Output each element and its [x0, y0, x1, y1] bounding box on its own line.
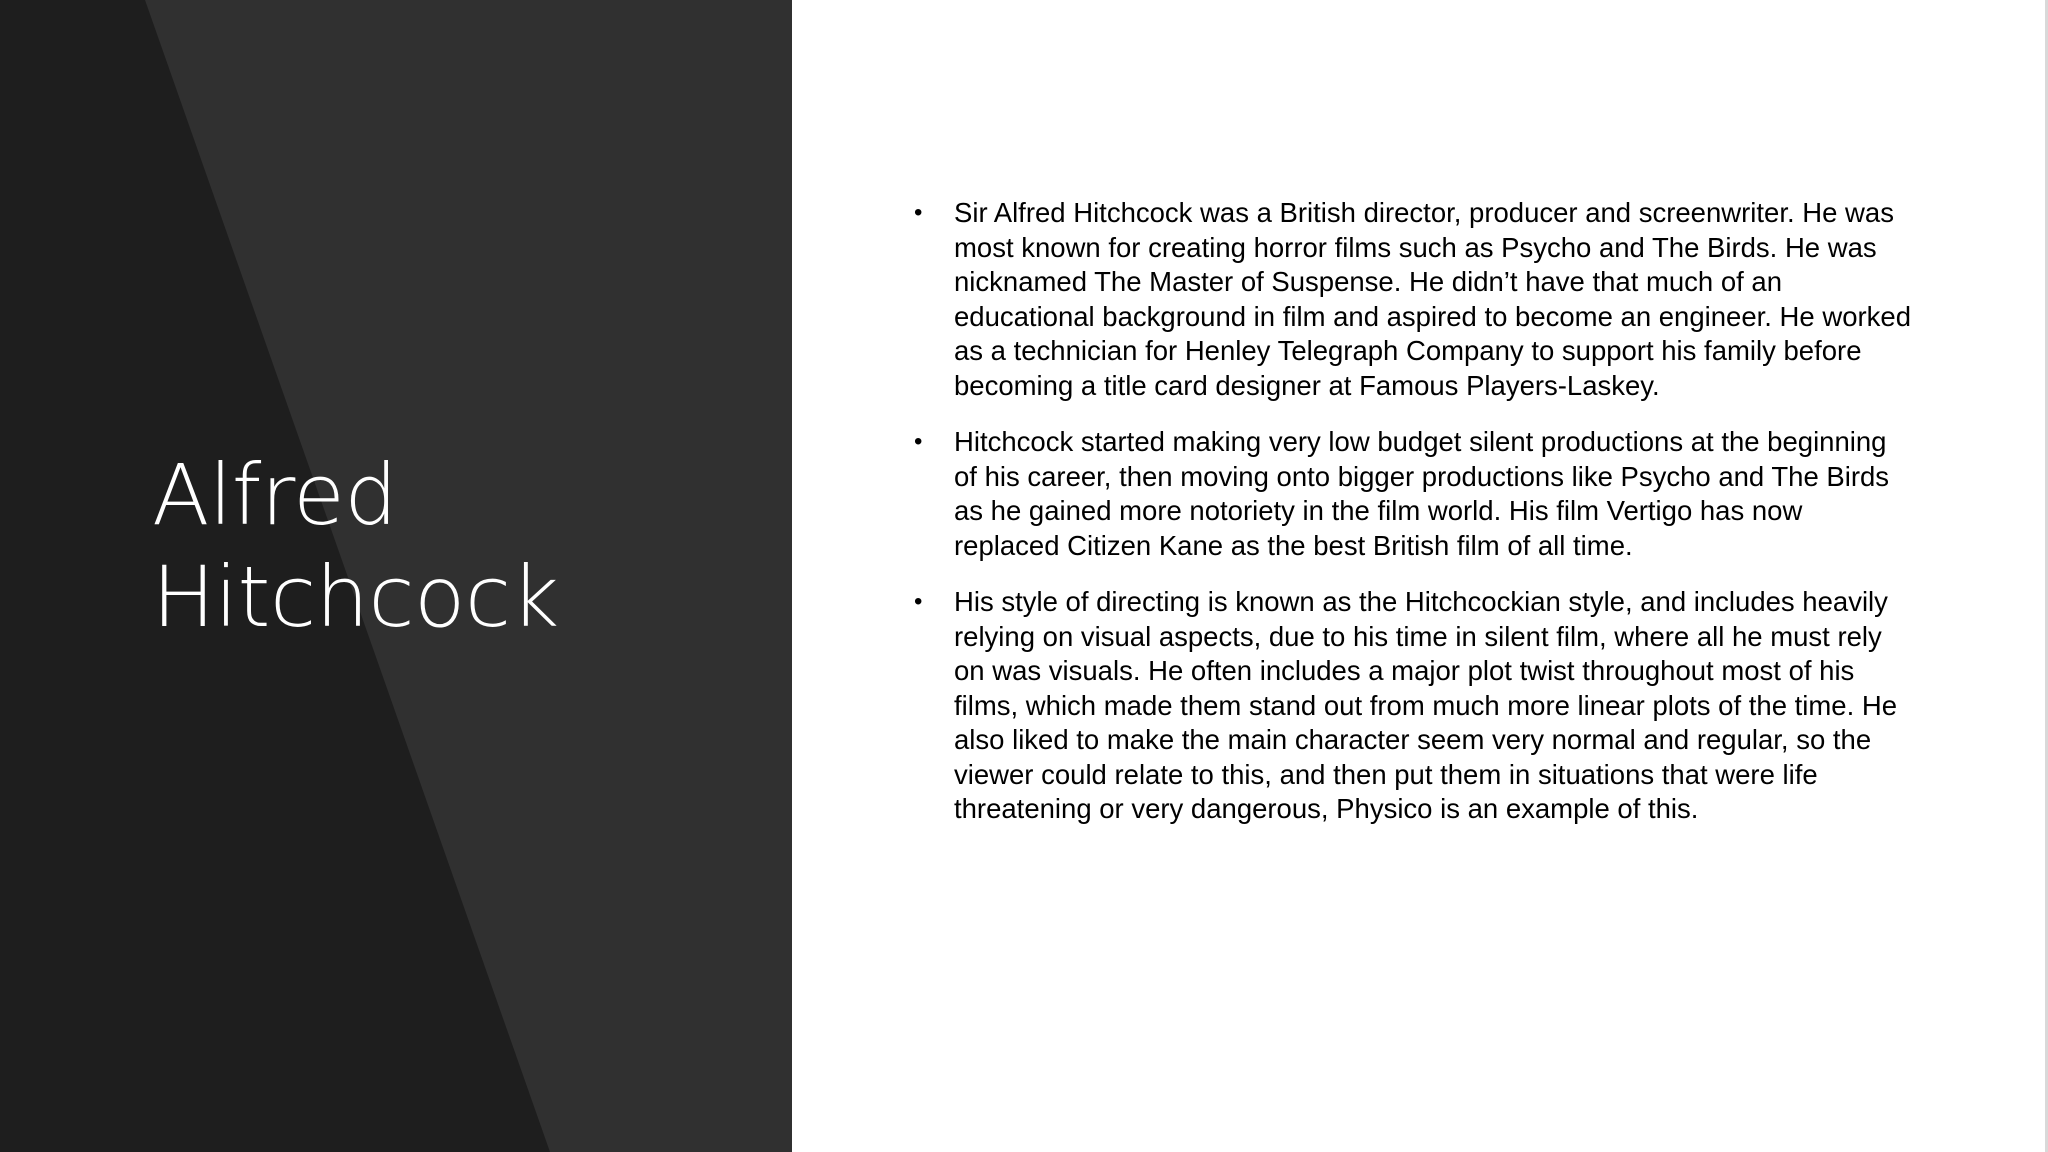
bullet-text: Hitchcock started making very low budget silent productions at the beginning of his career, then moving onto bigger productions like Psycho and The Birds as he gained more notoriety in the film world. His film Vertigo has now replaced Citizen Kane as the best British film of all time.	[954, 426, 1890, 561]
bullet-dot-icon: •	[914, 588, 923, 615]
title-panel	[0, 0, 792, 1152]
bullet-item	[912, 585, 1912, 827]
slide-title-line-1: Alfred	[152, 446, 398, 544]
bullet-dot-icon: •	[914, 199, 923, 226]
bullet-item	[912, 425, 1912, 563]
bullet-dot-icon: •	[914, 428, 923, 455]
slide-title-line-2: Hitchcock	[152, 548, 559, 646]
bullet-list	[912, 196, 1912, 849]
bullet-text: His style of directing is known as the Hitchcockian style, and includes heavily relying on visual aspects, due to his time in silent film, where all he must rely on was visuals. He often includes a major plot twist throughout most of his films, which made them stand out from much more linear plots of the time. He also liked to make the main character seem very normal and regular, so the viewer could relate to this, and then put them in situations that were life threatening or very dangerous, Physico is an example of this.	[954, 586, 1898, 824]
bullet-item	[912, 196, 1912, 403]
slide-title	[152, 444, 559, 648]
bullet-text: Sir Alfred Hitchcock was a British director, producer and screenwriter. He was most known for creating horror films such as Psycho and The Birds. He was nicknamed The Master of Suspense. He didn’t have that much of an educational background in film and aspired to become an engineer. He worked as a technician for Henley Telegraph Company to support his family before becoming a title card designer at Famous Players-Laskey.	[954, 197, 1911, 401]
